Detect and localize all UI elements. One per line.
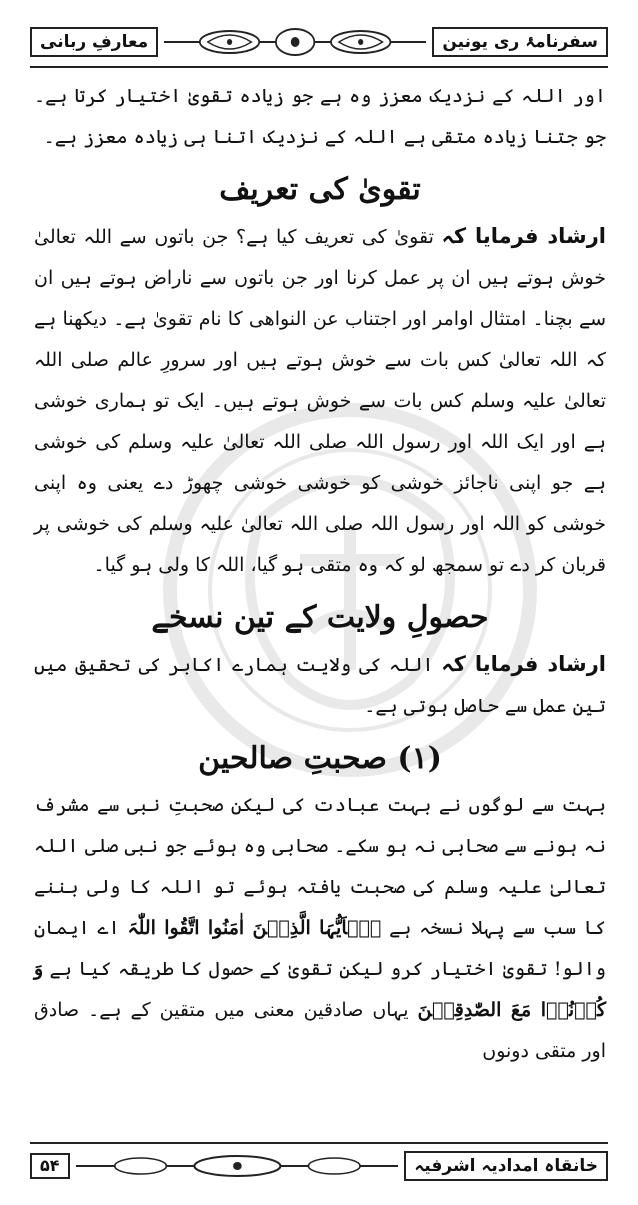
- header-rule: [30, 66, 608, 68]
- page-header: [30, 22, 608, 62]
- intro-paragraph: اور اللہ کے نزدیک معزز وہ ہے جو زیادہ تقویٰ اختیار کرتا ہے۔ جو جتنا زیادہ متقی ہے اللہ کے نزدیک اتنا ہی زیادہ معزز ہے۔: [34, 85, 606, 148]
- chapter-title: سفرنامۂ ری یونین: [432, 27, 608, 57]
- header-ornament: [164, 26, 426, 58]
- taqwa-paragraph: [34, 216, 606, 586]
- page-body: [34, 76, 606, 1072]
- footer-rule: [30, 1142, 608, 1144]
- book-title: معارفِ ربانی: [30, 27, 158, 57]
- wilayat-paragraph: [34, 644, 606, 727]
- wilayat-text: اللہ کی ولایت ہمارے اکابر کی تحقیق میں تین عمل سے حاصل ہوتی ہے۔: [34, 654, 606, 717]
- suhbat-text-b: اے ایمان والو! تقویٰ اختیار کرو لیکن تقویٰ کے حصول کا طریقہ کیا ہے: [34, 917, 606, 980]
- section-heading-suhbat: (۱) صحبتِ صالحین: [198, 741, 442, 776]
- taqwa-text: تقویٰ کی تعریف کیا ہے؟ جن باتوں سے اللہ تعالیٰ خوش ہوتے ہیں ان پر عمل کرنا اور جن باتوں سے ناراض ہوتے ہیں ان سے بچنا۔ امتثال اوامر اور اجتناب عن النواھی کا نام تقویٰ ہے۔ دیکھنا ہے کہ اللہ تعالیٰ کس بات سے خوش ہوتے ہیں اور سرورِ عالم صلی اللہ تعالیٰ علیہ وسلم کس بات سے خوش ہوتے ہیں۔ ایک تو ہماری خوشی ہے اور ایک اللہ اور رسول اللہ صلی اللہ تعالیٰ علیہ وسلم کی خوشی ہے جو اپنی ناجائز خوشی کو خوشی خوشی چھوڑ دے یعنی وہ اپنی خوشی کو اللہ اور رسول اللہ صلی اللہ تعالیٰ علیہ وسلم کی خوشی پر قربان کر دے تو سمجھ لو کہ وہ متقی ہو گیا، اللہ کا ولی ہو گیا۔: [34, 226, 606, 576]
- lead-phrase: ارشاد فرمایا کہ: [441, 224, 606, 248]
- quran-verse-2: وَ کُوۡنُوۡا مَعَ الصّٰدِقِیۡنَ: [34, 958, 606, 1021]
- suhbat-paragraph: [34, 785, 606, 1072]
- section-heading-wilayat: حصولِ ولایت کے تین نسخے: [151, 600, 489, 635]
- publisher-name: خانقاہ امدادیہ اشرفیہ: [404, 1151, 608, 1181]
- lead-phrase: ارشاد فرمایا کہ: [441, 652, 606, 676]
- page-footer: [30, 1148, 608, 1184]
- suhbat-text-a: بہت سے لوگوں نے بہت عبادت کی لیکن صحبتِ نبی سے مشرف نہ ہونے سے صحابی نہ ہو سکے۔ صحابی وہ ہوئے جو نبی صلی اللہ تعالیٰ علیہ وسلم کی صحبت یافتہ ہوئے تو اللہ کا ولی بننے کا سب سے پہلا نسخہ ہے: [34, 794, 606, 939]
- section-heading-taqwa: تقویٰ کی تعریف: [219, 172, 421, 207]
- quran-verse-1: یٰۤاَیُّہَا الَّذِیۡنَ اٰمَنُوا اتَّقُوا اللّٰہَ: [127, 917, 382, 939]
- suhbat-text-c: یہاں صادقین معنی میں متقین کے ہے۔ صادق اور متقی دونوں: [34, 999, 606, 1062]
- footer-ornament: [76, 1152, 399, 1180]
- page-number: ۵۴: [30, 1153, 70, 1179]
